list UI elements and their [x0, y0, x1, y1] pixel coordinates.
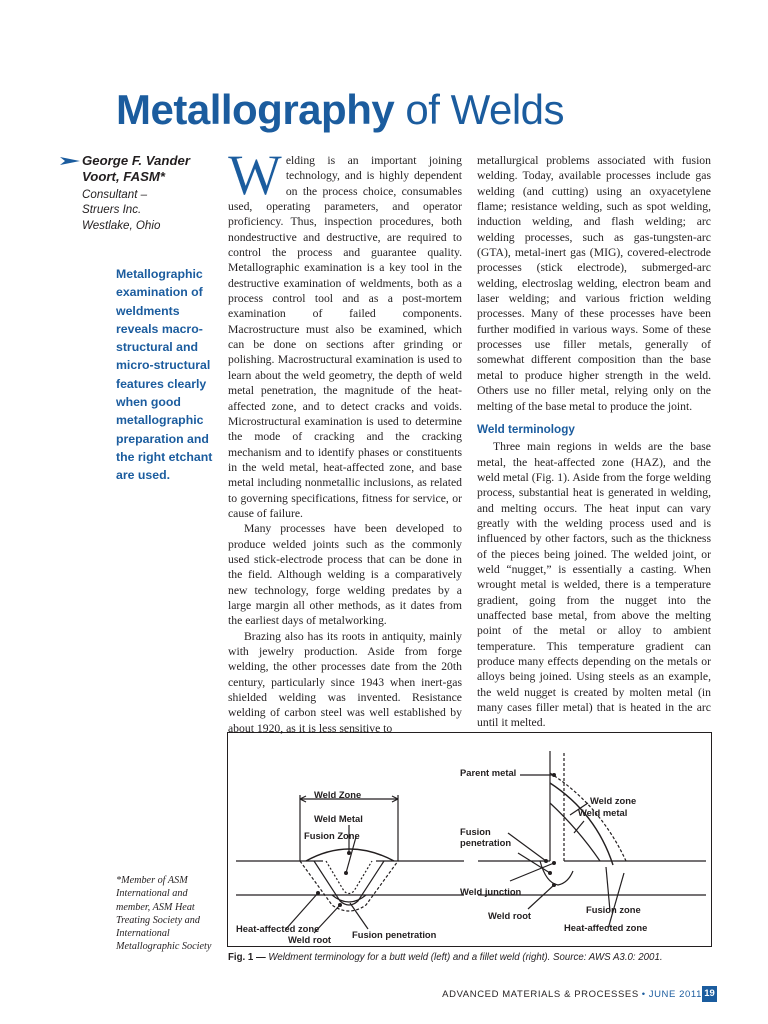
body-paragraph: Brazing also has its roots in antiquity, mainly with jewelry production. Aside from forge welding, the other processes date from the 20th century, particularly since 1943 when inert-gas shielded welding was invented. Resistance welding of carbon steel was well established by about 1920, as it is less sensitive to — [228, 629, 462, 735]
figure-caption — [228, 952, 712, 963]
label-haz-right: Heat-affected zone — [564, 922, 648, 933]
drop-cap: W — [228, 144, 282, 207]
caption-text: Weldment terminology for a butt weld (left) and a fillet weld (right). Source: AWS A3.0: 2001. — [265, 952, 663, 963]
label-weld-zone-right: Weld zone — [590, 795, 637, 806]
author-name: George F. Vander Voort, FASM* — [82, 153, 190, 184]
issue-date: JUNE 2011 — [648, 989, 702, 1000]
label-weld-zone-left: Weld Zone — [314, 789, 362, 800]
article-title — [116, 86, 564, 134]
page-number: 19 — [702, 986, 717, 1002]
caption-label: Fig. 1 — — [228, 952, 266, 963]
pullquote: Metallographic examination of weldments reveals macro-structural and micro-structural features clearly when good metallographic preparation and the right etchant are used. — [116, 267, 213, 483]
magazine-name: ADVANCED MATERIALS & PROCESSES — [442, 989, 639, 1000]
label-weld-metal-left: Weld Metal — [314, 813, 363, 824]
body-column-2 — [477, 153, 711, 731]
body-paragraph: Three main regions in welds are the base metal, the heat-affected zone (HAZ), and the weld metal (Fig. 1). Aside from the forge welding process, substantial heat is generated in welding, and melting occurs. The heat input can vary greatly with the welding process used and is influenced by other factors, such as the thickness of the pieces being joined. The welded joint, or weld “nugget,” is essentially a casting. When wrought metal is welded, there is a temperature gradient, going from the nugget into the unaffected base metal, from above the melting point of the metal or alloy to ambient temperature. This temperature gradient can produce many effects depending on the metals or alloys being joined. Using steels as an example, the weld nugget is created by molten metal (in many cases filler metal) that is heated in the arc until it melted. — [477, 440, 711, 730]
body-paragraph — [228, 144, 462, 521]
title-rest: of Welds — [394, 86, 565, 133]
title-bold: Metallography — [116, 86, 395, 133]
author-affiliation: Consultant – Struers Inc. Westlake, Ohio — [82, 188, 161, 232]
label-weld-junction: Weld junction — [460, 886, 522, 897]
label-weld-root-right: Weld root — [488, 910, 532, 921]
label-haz-left: Heat-affected zone — [236, 923, 320, 934]
label-weld-metal-right: Weld metal — [578, 807, 628, 818]
figure-1 — [227, 732, 712, 947]
arrow-icon — [60, 156, 80, 166]
label-weld-root-left: Weld root — [288, 934, 332, 945]
body-column-1 — [228, 144, 462, 736]
footer-bullet: • — [641, 989, 646, 1000]
page-footer — [442, 989, 702, 1000]
label-parent-metal: Parent metal — [460, 767, 517, 778]
label-fusion-zone-left: Fusion Zone — [304, 830, 360, 841]
author-footnote: *Member of ASM International and member, ASM Heat Treating Society and International Metallographic Society — [116, 875, 212, 953]
author-block — [60, 153, 210, 233]
section-heading: Weld terminology — [477, 422, 575, 436]
p1-text: elding is an important joining technology, and is highly dependent on the process choice, consumables used, operating parameters, and operator proficiency. Thus, inspection procedures, both nondestructive and destructive, are required to control the process and guarantee quality. Metallographic examination is a key tool in the destructive examination of weldments, both as a process control tool and as a post-mortem examination of failed components. Macrostructure must also be examined, which can be done on sections after grinding or polishing. Macrostructural examination is used to learn about the weld geometry, the depth of weld metal penetration, the magnitude of the heat-affected zone, and to detect cracks and voids. Microstructural examination is used to determine the mode of cracking and the cracking mechanism and to identify phases or constituents in the weld metal, heat-affected zone, and base metal including nonmetallic inclusions, as related to governing specifications, fitness for service, or cause of failure. — [228, 154, 462, 520]
label-fusion-zone-right: Fusion zone — [586, 904, 641, 915]
label-fusion-penetration-left: Fusion penetration — [352, 929, 437, 940]
body-paragraph: Many processes have been developed to produce welded joints such as the commonly used stick-electrode process that can be done in the field. Although welding is a comparatively new technology, forge welding predates by a large margin all other methods, as it dates from the earliest days of metalworking. — [228, 522, 462, 628]
label-fusion-penetration-right: Fusion penetration — [460, 826, 512, 848]
body-paragraph-continued: metallurgical problems associated with fusion welding. Today, available processes include gas welding (and cutting) using an oxyacetylene flame; resistance welding, such as spot welding, induction welding, and flash welding; arc welding processes, such as gas-tungsten-arc (GTA), metal-inert gas (MIG), covered-electrode processes (stick electrode), submerged-arc welding, electroslag welding, electron beam and laser welding; and various friction welding processes. Many of these processes have been further modified in various ways. Some of these processes use filler metals, generally of somewhat different composition than the base metal to produce higher strength in the weld. Others use no filler metal, relying only on the melting of the base metal to produce the joint. — [477, 154, 711, 413]
